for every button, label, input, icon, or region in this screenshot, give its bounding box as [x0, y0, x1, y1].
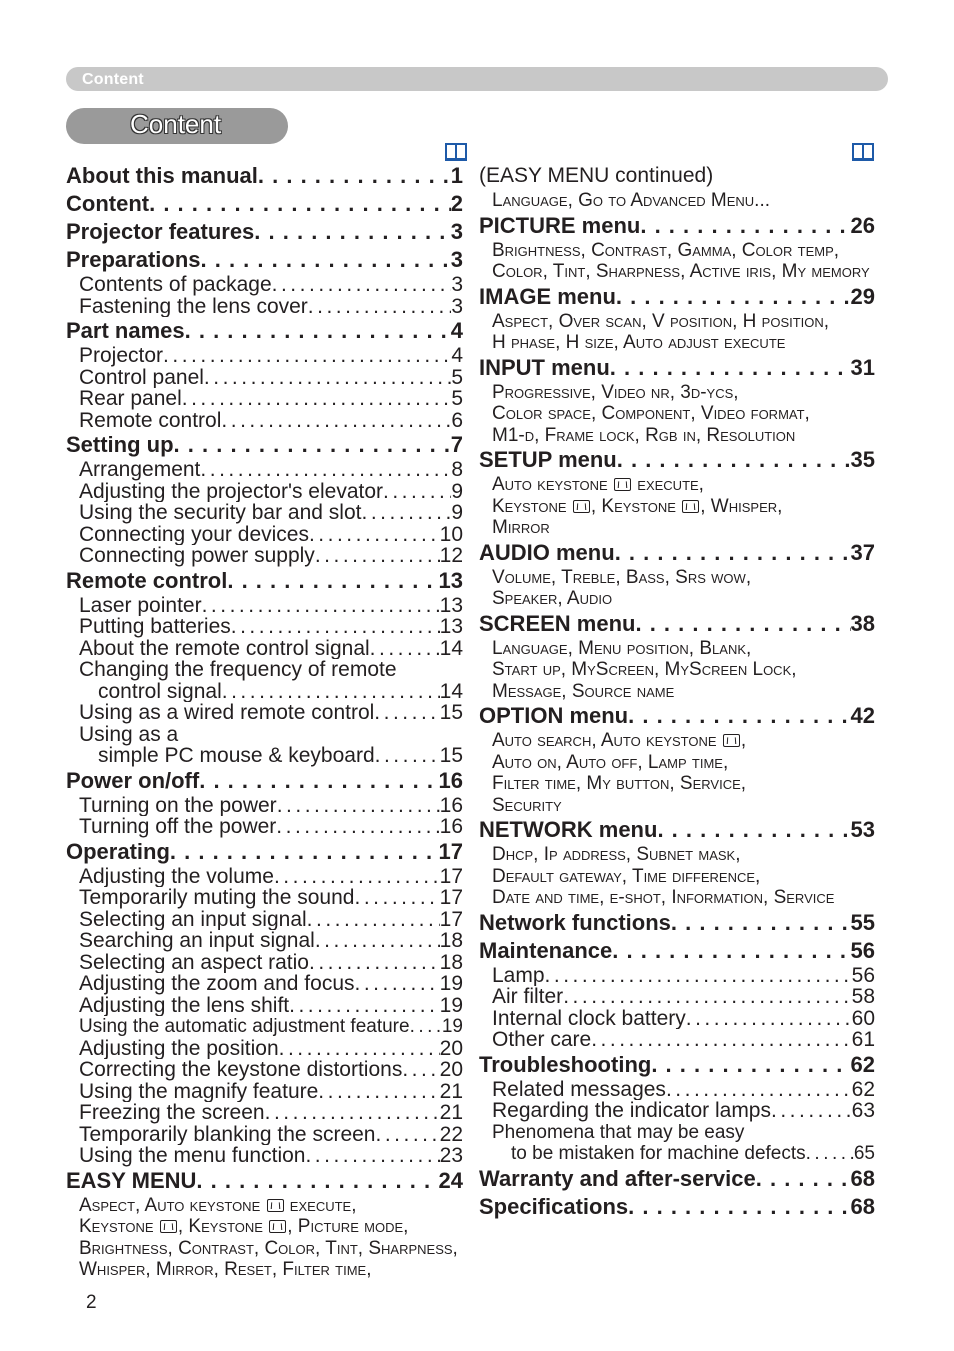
page-ref: 56 — [851, 964, 875, 986]
page-ref: 12 — [439, 545, 463, 567]
page-ref: 35 — [850, 447, 875, 472]
toc-label: Preparations — [66, 247, 201, 272]
page-ref: 5 — [451, 388, 463, 410]
leader-dots — [666, 1079, 852, 1101]
toc-label: Connecting power supply — [79, 545, 315, 567]
leader-dots — [309, 524, 440, 546]
leader-dots — [170, 838, 439, 866]
leader-dots — [272, 274, 452, 296]
toc-section[interactable] — [66, 317, 463, 345]
toc-label: EASY MENU — [66, 1167, 197, 1193]
toc-item[interactable] — [66, 995, 463, 1017]
toc-item[interactable] — [66, 502, 463, 524]
toc-label: Lamp — [492, 964, 545, 986]
toc-label: Projector — [79, 345, 164, 367]
toc-label: Remote control — [79, 409, 222, 431]
toc-item[interactable] — [66, 795, 463, 817]
book-icon — [851, 142, 875, 162]
page-ref: 18 — [439, 930, 463, 952]
toc-label: Rear panel — [79, 388, 182, 410]
page-ref: 65 — [853, 1143, 875, 1164]
keystone-v-icon — [160, 1220, 177, 1233]
leader-dots — [315, 930, 440, 952]
toc-item[interactable] — [479, 1079, 875, 1101]
menu-items-line: Brightness, Contrast, Gamma, Color temp, — [492, 239, 840, 261]
menu-items-line: Filter time, My button, Service, — [492, 773, 747, 794]
menu-items-line: Message, Source name — [492, 680, 675, 702]
page-ref: 68 — [850, 1193, 875, 1219]
leader-dots — [806, 1143, 854, 1165]
toc-section[interactable] — [479, 1165, 875, 1193]
toc-label: Arrangement — [79, 459, 201, 481]
toc-item[interactable] — [66, 274, 463, 296]
menu-items-line: Auto search, Auto keystone , — [492, 730, 747, 751]
leader-dots — [199, 767, 438, 795]
toc-item[interactable] — [66, 866, 463, 888]
leader-dots — [289, 995, 440, 1017]
keystone-v-icon — [573, 500, 590, 513]
toc-label: Adjusting the position — [79, 1037, 279, 1059]
toc-item[interactable] — [66, 367, 463, 389]
page-ref: 63 — [851, 1100, 875, 1122]
leader-dots — [375, 745, 440, 767]
leader-dots — [617, 446, 851, 474]
menu-items-line: Date and time, e-shot, Information, Service — [492, 887, 835, 908]
menu-items-line: Keystone , Keystone , Picture mode, — [79, 1216, 409, 1237]
toc-label: Selecting an input signal — [79, 908, 307, 930]
menu-items-line: Aspect, Auto keystone execute, — [79, 1194, 357, 1216]
page-ref: 55 — [850, 909, 875, 935]
page-ref: 31 — [850, 354, 875, 380]
menu-items-line: Start up, MyScreen, MyScreen Lock, — [492, 659, 797, 680]
toc-item[interactable] — [66, 930, 463, 952]
toc-label: Adjusting the lens shift — [79, 994, 290, 1016]
page-ref: 29 — [850, 283, 875, 309]
toc-label: Part names — [66, 318, 185, 343]
menu-items-line: Default gateway, Time difference, — [492, 865, 761, 887]
easy-menu-continued: (EASY MENU continued) — [479, 164, 714, 187]
menu-items-line: Security — [492, 794, 562, 816]
page-ref: 68 — [850, 1165, 875, 1191]
toc-label: NETWORK menu — [479, 817, 658, 842]
toc-label: SETUP menu — [479, 447, 617, 472]
toc-section[interactable] — [66, 838, 463, 866]
toc-section[interactable] — [66, 190, 463, 218]
leader-dots — [671, 909, 851, 937]
toc-label: Setting up — [66, 432, 174, 457]
toc-section[interactable] — [479, 1193, 875, 1221]
toc-item[interactable] — [66, 1059, 463, 1081]
toc-section[interactable] — [66, 162, 463, 190]
toc-label: SCREEN menu — [479, 610, 636, 636]
page-ref: 17 — [439, 908, 463, 930]
page-ref: 14 — [439, 637, 463, 659]
page-ref: 7 — [450, 432, 463, 457]
leader-dots — [227, 567, 438, 595]
header-bar — [66, 67, 888, 91]
toc-item[interactable] — [66, 1102, 463, 1124]
toc-item[interactable] — [479, 1008, 875, 1030]
page-ref: 1 — [450, 163, 463, 188]
toc-label: Using as a wired remote control — [79, 702, 375, 724]
page-ref: 17 — [439, 887, 463, 909]
page-ref: 24 — [438, 1167, 463, 1193]
menu-items-line: Auto on, Auto off, Lamp time, — [492, 751, 729, 773]
keystone-h-icon — [269, 1220, 286, 1233]
toc-label: Fastening the lens cover — [79, 295, 308, 317]
leader-dots — [221, 410, 451, 432]
leader-dots — [591, 1029, 851, 1051]
leader-dots — [563, 986, 851, 1008]
book-icon — [444, 142, 468, 162]
page-ref: 17 — [438, 838, 463, 864]
toc-section[interactable] — [479, 702, 875, 730]
toc-label: Regarding the indicator lamps — [492, 1100, 771, 1122]
toc-label: Specifications — [479, 1193, 629, 1219]
toc-label: Projector features — [66, 219, 255, 244]
leader-dots — [305, 1145, 439, 1167]
page-ref: 13 — [439, 616, 463, 638]
page-ref: 4 — [450, 318, 463, 343]
toc-section[interactable] — [479, 539, 875, 567]
leader-dots — [374, 702, 439, 724]
menu-items-line: Mirror — [492, 517, 550, 538]
toc-item-line: Phenomena that may be easy — [492, 1121, 745, 1143]
header-label: Content — [82, 71, 144, 88]
page-ref: 26 — [850, 212, 875, 238]
toc-label: Temporarily blanking the screen — [79, 1123, 376, 1145]
page-ref: 56 — [850, 937, 875, 963]
leader-dots — [318, 1081, 439, 1103]
page-ref: 3 — [450, 219, 463, 244]
toc-label: Related messages — [492, 1078, 666, 1100]
page-ref: 38 — [850, 610, 875, 636]
toc-section[interactable] — [479, 937, 875, 965]
leader-dots — [545, 965, 852, 987]
toc-item[interactable] — [66, 702, 463, 724]
toc-item[interactable] — [66, 816, 463, 838]
toc-label: Searching an input signal — [79, 930, 315, 952]
leader-dots — [222, 681, 440, 703]
page-title: Content — [130, 109, 222, 139]
keystone-v-icon — [614, 478, 631, 491]
leader-dots — [231, 616, 440, 638]
toc-section[interactable] — [479, 816, 875, 844]
toc-label: INPUT menu — [479, 354, 610, 380]
page-ref: 3 — [451, 274, 463, 296]
toc-item[interactable] — [479, 1029, 875, 1051]
leader-dots — [182, 388, 452, 410]
toc-label: to be mistaken for machine defects — [511, 1143, 806, 1164]
page-ref: 16 — [439, 794, 463, 816]
leader-dots — [315, 545, 440, 567]
toc-item[interactable] — [479, 1100, 875, 1122]
page-ref: 19 — [439, 973, 463, 995]
menu-items-line: Language, Menu position, Blank, — [492, 637, 752, 659]
toc-label: Control panel — [79, 366, 204, 388]
leader-dots — [610, 354, 851, 382]
toc-section[interactable] — [66, 567, 463, 595]
page-ref: 15 — [439, 702, 463, 724]
leader-dots — [686, 1008, 852, 1030]
page-ref: 5 — [451, 366, 463, 388]
toc-label: OPTION menu — [479, 703, 629, 728]
toc-label: Power on/off — [66, 767, 200, 793]
toc-label: Using the security bar and slot — [79, 502, 362, 524]
toc-section[interactable] — [479, 354, 875, 382]
toc-label: AUDIO menu — [479, 539, 615, 565]
toc-label: Correcting the keystone distortions — [79, 1059, 403, 1081]
menu-items-line: M1-d, Frame lock, Rgb in, Resolution — [492, 424, 796, 446]
keystone-h-icon — [682, 500, 699, 513]
toc-item[interactable] — [66, 1038, 463, 1060]
page-ref: 3 — [450, 247, 463, 272]
page-ref: 62 — [851, 1078, 875, 1100]
leader-dots — [402, 1059, 439, 1081]
toc-item-line: Changing the frequency of remote — [79, 658, 397, 681]
toc-item[interactable] — [66, 973, 463, 995]
page-ref: 21 — [439, 1102, 463, 1124]
page-ref: 19 — [441, 1016, 463, 1037]
toc-item[interactable] — [66, 1016, 463, 1038]
menu-items-line: Color space, Component, Video format, — [492, 403, 810, 424]
page-ref: 58 — [851, 986, 875, 1008]
toc-item[interactable] — [66, 481, 463, 503]
toc-item[interactable] — [66, 1081, 463, 1103]
page-ref: 53 — [850, 817, 875, 842]
leader-dots — [277, 795, 440, 817]
leader-dots — [612, 937, 850, 965]
leader-dots — [651, 1051, 850, 1079]
toc-item[interactable] — [66, 952, 463, 974]
keystone-v-icon — [267, 1199, 284, 1212]
leader-dots — [635, 610, 850, 638]
toc-label: Adjusting the projector's elevator — [79, 480, 384, 502]
page-ref: 20 — [439, 1037, 463, 1059]
toc-label: Remote control — [66, 567, 228, 593]
leader-dots — [308, 296, 452, 318]
page-ref: 22 — [439, 1123, 463, 1145]
menu-items-line: Speaker, Audio — [492, 588, 613, 609]
toc-item[interactable] — [66, 388, 463, 410]
page-ref: 10 — [439, 523, 463, 545]
toc-section[interactable] — [479, 446, 875, 474]
page-ref: 37 — [850, 539, 875, 565]
page-ref: 9 — [451, 480, 463, 502]
toc-label: Adjusting the zoom and focus — [79, 973, 355, 995]
toc-item[interactable] — [66, 745, 463, 767]
leader-dots — [185, 317, 451, 345]
toc-label: Turning on the power — [79, 794, 277, 816]
page-ref: 61 — [851, 1029, 875, 1051]
toc-label: Network functions — [479, 909, 671, 935]
menu-items-line: Volume, Treble, Bass, Srs wow, — [492, 566, 752, 588]
toc-label: Temporarily muting the sound — [79, 887, 355, 909]
toc-item[interactable] — [66, 681, 463, 703]
leader-dots — [383, 481, 451, 503]
toc-label: Operating — [66, 838, 170, 864]
toc-label: Content — [66, 191, 150, 216]
toc-section[interactable] — [479, 610, 875, 638]
toc-section[interactable] — [479, 1051, 875, 1079]
leader-dots — [200, 459, 451, 481]
page-ref: 2 — [450, 191, 463, 216]
toc-item[interactable] — [479, 986, 875, 1008]
page-ref: 19 — [439, 994, 463, 1016]
toc-right-column — [479, 162, 875, 1221]
menu-items-line: Progressive, Video nr, 3d-ycs, — [492, 381, 739, 403]
menu-items-line: Aspect, Over scan, V position, H position, — [492, 310, 830, 332]
leader-dots — [375, 1124, 439, 1146]
page-ref: 4 — [451, 345, 463, 367]
page-ref: 6 — [451, 409, 463, 431]
toc-label: Warranty and after-service — [479, 1165, 756, 1191]
leader-dots — [615, 539, 851, 567]
toc-label: Air filter — [492, 986, 564, 1008]
page-ref: 13 — [439, 594, 463, 616]
toc-left-column — [66, 162, 463, 1281]
leader-dots — [201, 246, 451, 274]
leader-dots — [149, 190, 451, 218]
leader-dots — [274, 866, 440, 888]
toc-label: Laser pointer — [79, 594, 202, 616]
leader-dots — [640, 212, 850, 240]
toc-item[interactable] — [66, 545, 463, 567]
leader-dots — [174, 431, 451, 459]
menu-items-line: H phase, H size, Auto adjust execute — [492, 332, 786, 353]
menu-items-line: Brightness, Contrast, Color, Tint, Sharpness, — [79, 1237, 458, 1259]
page-number: 2 — [86, 1292, 97, 1313]
toc-item[interactable] — [66, 459, 463, 481]
page-ref: 62 — [850, 1051, 875, 1077]
toc-item[interactable] — [66, 887, 463, 909]
page-ref: 23 — [439, 1145, 463, 1167]
toc-label: Putting batteries — [79, 616, 231, 638]
page-ref: 15 — [439, 745, 463, 767]
menu-items-line: Keystone , Keystone , Whisper, — [492, 495, 783, 517]
toc-section[interactable] — [66, 1167, 463, 1195]
toc-label: Troubleshooting — [479, 1051, 652, 1077]
page-ref: 9 — [451, 502, 463, 524]
menu-items-line: Whisper, Mirror, Reset, Filter time, — [79, 1259, 372, 1280]
page-ref: 8 — [451, 459, 463, 481]
leader-dots — [616, 283, 851, 311]
page-ref: 18 — [439, 951, 463, 973]
leader-dots — [410, 1016, 442, 1038]
toc-label: control signal — [98, 680, 222, 702]
toc-label: Selecting an aspect ratio — [79, 951, 309, 973]
toc-label: Maintenance — [479, 937, 613, 963]
toc-label: About this manual — [66, 163, 258, 188]
page-ref: 21 — [439, 1080, 463, 1102]
leader-dots — [163, 345, 451, 367]
toc-section[interactable] — [66, 246, 463, 274]
toc-label: simple PC mouse & keyboard — [98, 745, 375, 767]
leader-dots — [756, 1165, 851, 1193]
menu-items-line: Color, Tint, Sharpness, Active iris, My memory — [492, 261, 870, 282]
toc-section[interactable] — [66, 218, 463, 246]
leader-dots — [265, 1102, 440, 1124]
toc-label: Adjusting the volume — [79, 865, 274, 887]
toc-label: PICTURE menu — [479, 212, 641, 238]
leader-dots — [258, 162, 451, 190]
leader-dots — [254, 218, 450, 246]
toc-item[interactable] — [66, 410, 463, 432]
toc-label: Turning off the power — [79, 816, 277, 838]
toc-section[interactable] — [66, 431, 463, 459]
leader-dots — [657, 816, 850, 844]
toc-item[interactable] — [66, 1124, 463, 1146]
toc-item[interactable] — [479, 965, 875, 987]
toc-label: Using the menu function — [79, 1145, 306, 1167]
menu-items-line: Dhcp, Ip address, Subnet mask, — [492, 844, 741, 865]
toc-item[interactable] — [66, 296, 463, 318]
page-ref: 42 — [850, 703, 875, 728]
page-ref: 14 — [439, 680, 463, 702]
toc-item[interactable] — [66, 909, 463, 931]
menu-items-line: Language, Go to Advanced Menu... — [492, 190, 771, 211]
toc-item[interactable] — [66, 524, 463, 546]
toc-item-line: Using as a — [79, 722, 179, 746]
leader-dots — [307, 909, 440, 931]
toc-item[interactable] — [479, 1143, 875, 1165]
page-ref: 17 — [439, 865, 463, 887]
toc-section[interactable] — [479, 212, 875, 240]
toc-item[interactable] — [66, 616, 463, 638]
leader-dots — [370, 638, 440, 660]
toc-section[interactable] — [479, 283, 875, 311]
leader-dots — [355, 973, 440, 995]
page-ref: 3 — [451, 295, 463, 317]
toc-label: Internal clock battery — [492, 1007, 686, 1029]
toc-section[interactable] — [66, 767, 463, 795]
page-ref: 20 — [439, 1059, 463, 1081]
leader-dots — [354, 887, 439, 909]
leader-dots — [361, 502, 451, 524]
toc-item[interactable] — [66, 638, 463, 660]
toc-label: Connecting your devices — [79, 523, 309, 545]
toc-label: Other care — [492, 1029, 592, 1051]
leader-dots — [202, 595, 440, 617]
page-ref: 16 — [438, 767, 463, 793]
leader-dots — [771, 1100, 852, 1122]
toc-label: Using the magnify feature — [79, 1080, 319, 1102]
toc-label: About the remote control signal — [79, 637, 370, 659]
page-ref: 60 — [851, 1007, 875, 1029]
toc-label: IMAGE menu — [479, 283, 616, 309]
toc-label: Contents of package — [79, 274, 272, 296]
page-ref: 13 — [438, 567, 463, 593]
leader-dots — [279, 1038, 440, 1060]
page-ref: 16 — [439, 816, 463, 838]
toc-section[interactable] — [479, 909, 875, 937]
leader-dots — [628, 702, 850, 730]
leader-dots — [196, 1167, 438, 1195]
leader-dots — [309, 952, 440, 974]
leader-dots — [628, 1193, 850, 1221]
toc-item[interactable] — [66, 1145, 463, 1167]
toc-item[interactable] — [66, 345, 463, 367]
keystone-v-icon — [723, 734, 740, 747]
toc-label: Using the automatic adjustment feature — [79, 1016, 410, 1037]
leader-dots — [276, 816, 439, 838]
toc-item[interactable] — [66, 595, 463, 617]
menu-items-line: Auto keystone execute, — [492, 474, 704, 495]
leader-dots — [204, 367, 451, 389]
toc-label: Freezing the screen — [79, 1102, 265, 1124]
